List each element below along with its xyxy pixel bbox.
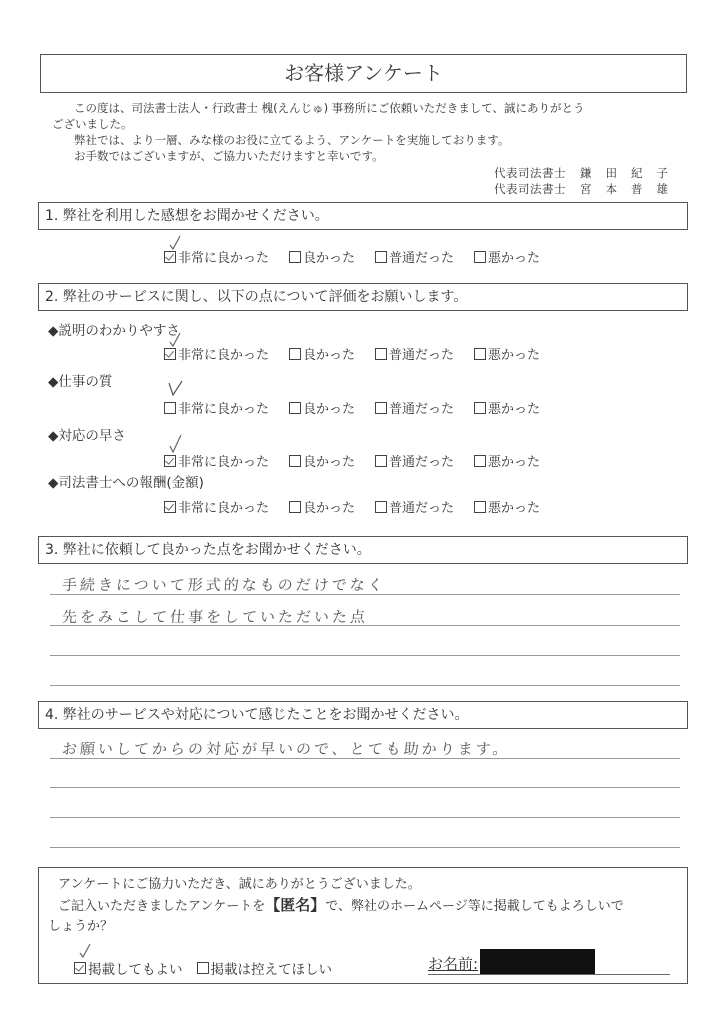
question-2-header: [38, 283, 688, 311]
anonymous-emphasis: 【匿名】: [265, 896, 326, 914]
handwritten-check-icon: [168, 434, 184, 454]
q1-option-very-good[interactable]: 非常に良かった: [164, 247, 269, 266]
question-2-label: 2. 弊社のサービスに関し、以下の点について評価をお願いします。: [45, 289, 468, 305]
q2-item-1-options: [164, 344, 560, 363]
publish-question-end: しょうか？: [48, 919, 114, 934]
checkbox-icon[interactable]: [375, 501, 387, 513]
q2-item-1-label: ◆説明のわかりやすさ: [48, 323, 180, 339]
checkbox-icon[interactable]: [289, 501, 301, 513]
answer-rule: [50, 655, 680, 656]
checkbox-checked-icon[interactable]: [164, 455, 176, 467]
q2-4-option-very-good[interactable]: 非常に良かった: [164, 497, 269, 516]
q2-4-option-average[interactable]: 普通だった: [375, 497, 454, 516]
checkbox-checked-icon[interactable]: [164, 501, 176, 513]
q2-item-2-options: [164, 398, 560, 417]
answer-rule: [50, 625, 680, 626]
checkbox-icon[interactable]: [375, 251, 387, 263]
answer-rule: [50, 594, 680, 595]
checkbox-icon[interactable]: [474, 455, 486, 467]
q2-1-option-good[interactable]: 良かった: [289, 344, 355, 363]
question-4-header: [38, 701, 688, 729]
q2-3-option-good[interactable]: 良かった: [289, 451, 355, 470]
answer-rule: [50, 758, 680, 759]
survey-title-box: [40, 54, 687, 93]
answer-rule: [50, 817, 680, 818]
checkbox-icon[interactable]: [289, 251, 301, 263]
q2-item-2-label: ◆仕事の質: [48, 374, 113, 390]
q2-item-4-label: ◆司法書士への報酬(金額): [48, 475, 204, 491]
q4-answer-line-1[interactable]: お願いしてからの対応が早いので、とても助かります。: [61, 740, 512, 758]
q3-answer-line-2[interactable]: 先をみこして仕事をしていただいた点: [61, 608, 369, 626]
name-field[interactable]: [428, 950, 670, 975]
question-1-header: [38, 202, 688, 230]
signatory-1: [494, 165, 682, 181]
publish-question: ご記入いただきましたアンケートを【匿名】で、弊社のホームページ等に掲載してもよろしいで: [58, 896, 624, 914]
question-1-options: [164, 247, 560, 266]
checkbox-icon[interactable]: [474, 348, 486, 360]
q1-option-good[interactable]: 良かった: [289, 247, 355, 266]
intro-line-2: ございました。: [52, 117, 133, 131]
handwritten-check-icon: [168, 332, 182, 348]
q2-4-option-bad[interactable]: 悪かった: [474, 497, 540, 516]
question-4-label: 4. 弊社のサービスや対応について感じたことをお聞かせください。: [45, 707, 469, 723]
checkbox-icon[interactable]: [474, 251, 486, 263]
q2-4-option-good[interactable]: 良かった: [289, 497, 355, 516]
closing-text: [48, 875, 678, 937]
intro-line-3: 弊社では、より一層、みな様のお役に立てるよう、アンケートを実施しております。: [74, 133, 510, 147]
answer-rule: [50, 787, 680, 788]
signatory-role: 代表司法書士: [494, 166, 566, 180]
signatory-name: 宮本普雄: [580, 182, 682, 196]
checkbox-checked-icon[interactable]: [164, 348, 176, 360]
redacted-name: [480, 949, 595, 974]
signatory-name: 鎌田紀子: [580, 166, 682, 180]
q2-3-option-average[interactable]: 普通だった: [375, 451, 454, 470]
publish-decline-option[interactable]: 掲載は控えてほしい: [197, 958, 333, 978]
answer-rule: [50, 685, 680, 686]
question-3-label: 3. 弊社に依頼して良かった点をお聞かせください。: [45, 542, 371, 558]
name-label: お名前:: [428, 955, 479, 973]
q2-2-option-bad[interactable]: 悪かった: [474, 398, 540, 417]
publish-options: [74, 958, 346, 978]
q2-2-option-very-good[interactable]: 非常に良かった: [164, 398, 269, 417]
signatory-role: 代表司法書士: [494, 182, 566, 196]
handwritten-check-icon: [166, 379, 184, 399]
checkbox-icon[interactable]: [197, 962, 209, 974]
question-3-header: [38, 536, 688, 564]
checkbox-icon[interactable]: [474, 402, 486, 414]
checkbox-icon[interactable]: [289, 402, 301, 414]
intro-text: [52, 100, 682, 164]
intro-line-1: この度は、司法書士法人・行政書士 槐(えんじゅ) 事務所にご依頼いただきまして、誠にありがとう: [74, 101, 585, 115]
q3-answer-line-1[interactable]: 手続きについて形式的なものだけでなく: [61, 576, 387, 594]
q1-option-bad[interactable]: 悪かった: [474, 247, 540, 266]
q2-item-3-options: [164, 451, 560, 470]
publish-ok-option[interactable]: 掲載してもよい: [74, 958, 183, 978]
checkbox-checked-icon[interactable]: [74, 962, 86, 974]
q2-2-option-average[interactable]: 普通だった: [375, 398, 454, 417]
checkbox-icon[interactable]: [289, 348, 301, 360]
answer-rule: [50, 847, 680, 848]
q2-1-option-very-good[interactable]: 非常に良かった: [164, 344, 269, 363]
q1-option-average[interactable]: 普通だった: [375, 247, 454, 266]
checkbox-checked-icon[interactable]: [164, 251, 176, 263]
q2-item-3-label: ◆対応の早さ: [48, 428, 126, 444]
intro-line-4: お手数ではございますが、ご協力いただけますと幸いです。: [74, 149, 384, 163]
q2-3-option-bad[interactable]: 悪かった: [474, 451, 540, 470]
checkbox-icon[interactable]: [289, 455, 301, 467]
q2-item-4-options: [164, 497, 560, 516]
survey-title: お客様アンケート: [284, 61, 443, 85]
checkbox-icon[interactable]: [164, 402, 176, 414]
handwritten-check-icon: [168, 235, 182, 251]
question-1-label: 1. 弊社を利用した感想をお聞かせください。: [45, 208, 329, 224]
checkbox-icon[interactable]: [375, 402, 387, 414]
q2-1-option-bad[interactable]: 悪かった: [474, 344, 540, 363]
q2-2-option-good[interactable]: 良かった: [289, 398, 355, 417]
checkbox-icon[interactable]: [474, 501, 486, 513]
signatory-2: [494, 181, 682, 197]
checkbox-icon[interactable]: [375, 348, 387, 360]
checkbox-icon[interactable]: [375, 455, 387, 467]
q2-3-option-very-good[interactable]: 非常に良かった: [164, 451, 269, 470]
closing-thanks: アンケートにご協力いただき、誠にありがとうございました。: [58, 877, 421, 892]
handwritten-check-icon: [78, 943, 92, 959]
q2-1-option-average[interactable]: 普通だった: [375, 344, 454, 363]
